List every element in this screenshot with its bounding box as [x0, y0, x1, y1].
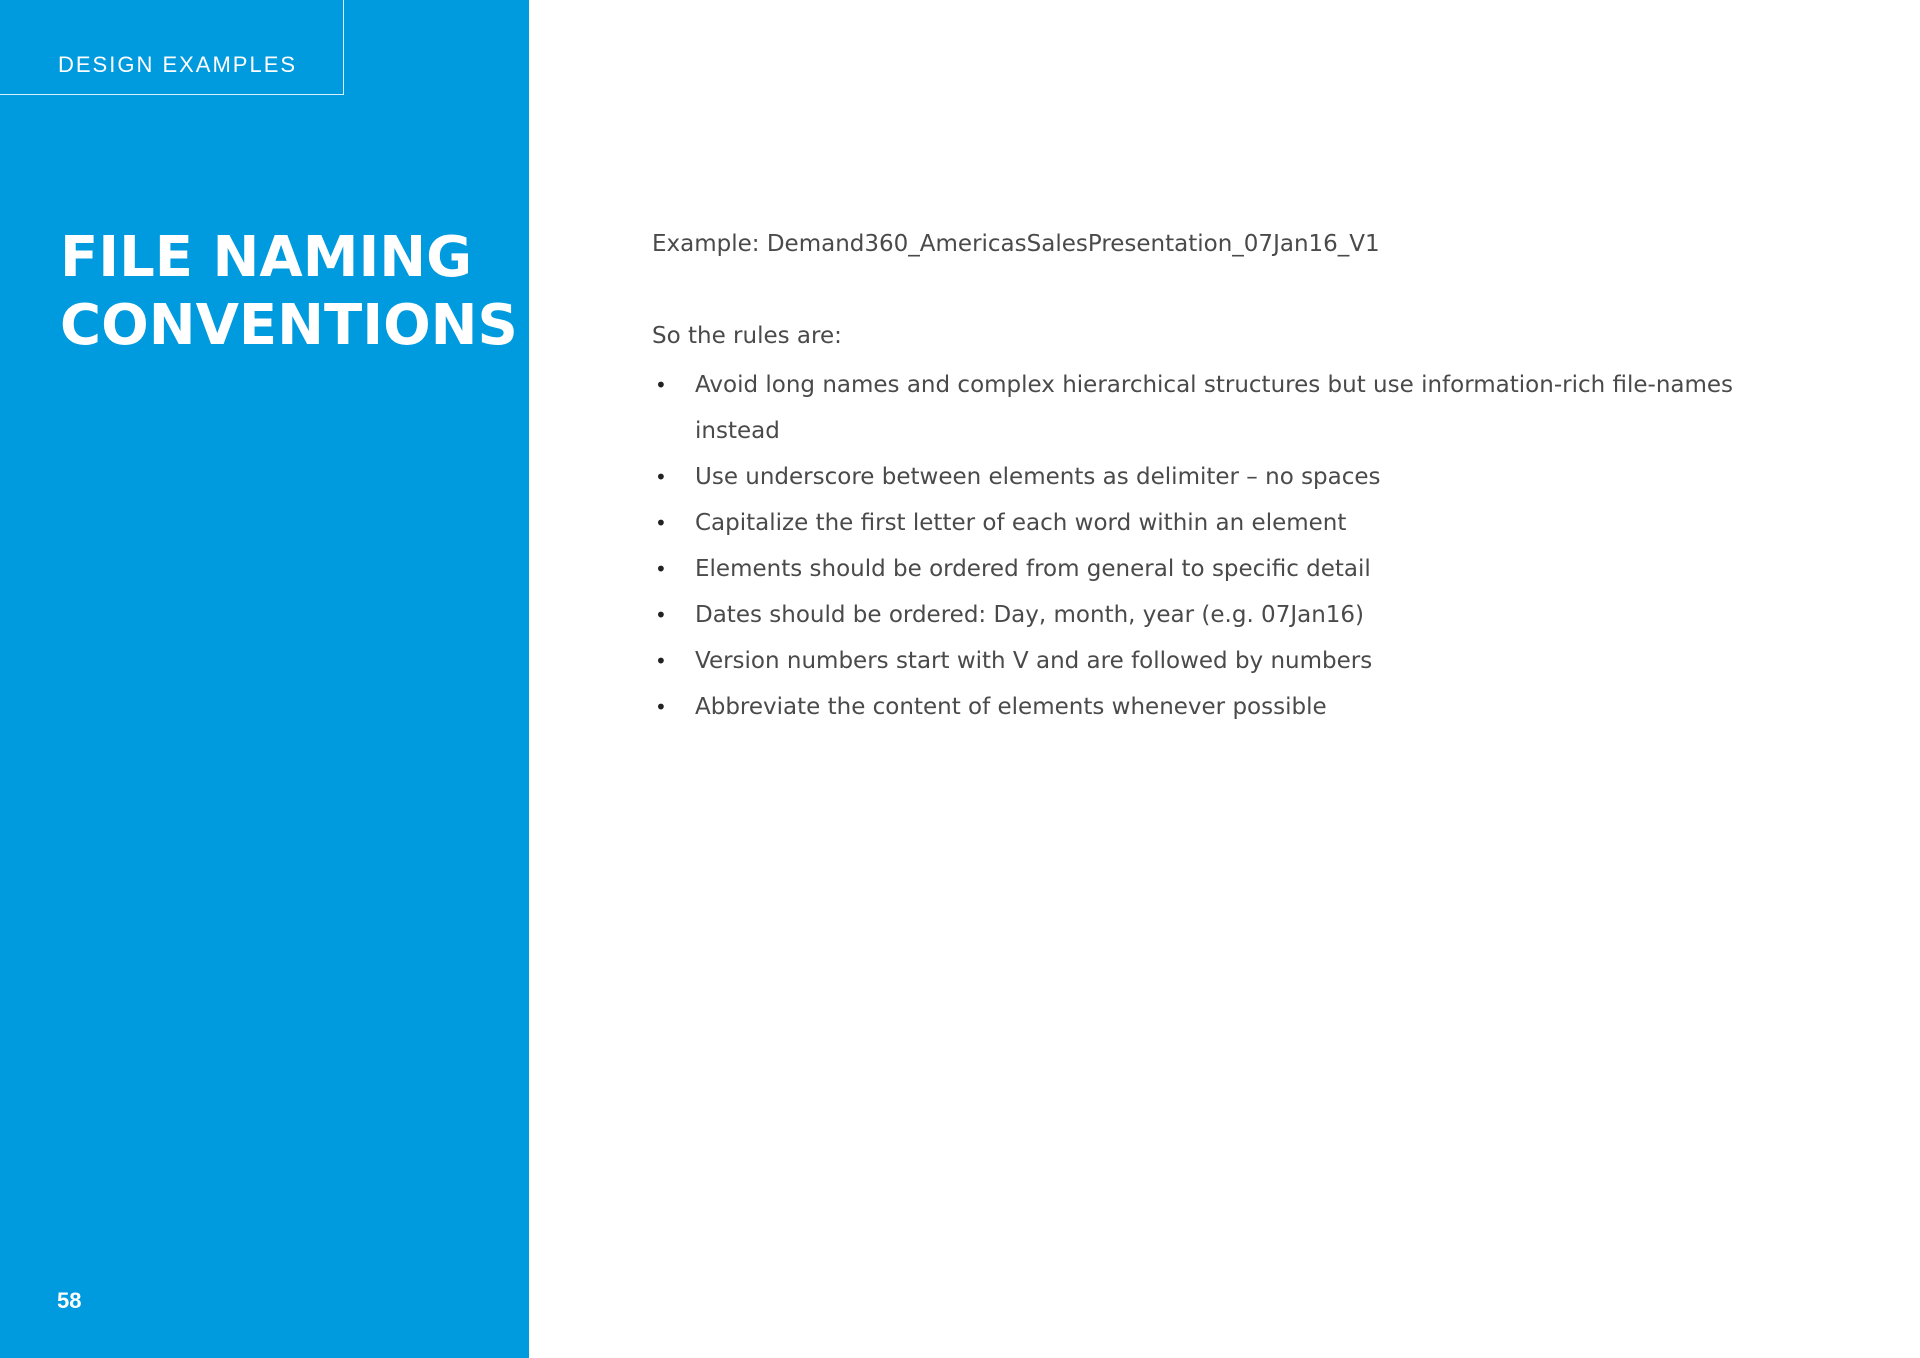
bullet-icon: •	[655, 695, 667, 719]
list-item	[652, 500, 1772, 546]
sidebar-panel	[0, 0, 529, 1358]
rule-text: Avoid long names and complex hierarchical structures but use information-rich file-names instead	[695, 372, 1734, 444]
example-filename: Example: Demand360_AmericasSalesPresentation_07Jan16_V1	[652, 231, 1380, 257]
list-item	[652, 454, 1772, 500]
list-item	[652, 684, 1772, 730]
list-item	[652, 546, 1772, 592]
rules-intro: So the rules are:	[652, 323, 842, 349]
bullet-icon: •	[655, 649, 667, 673]
page-title-line-1: FILE NAMING	[60, 225, 473, 290]
list-item	[652, 592, 1772, 638]
rule-text: Elements should be ordered from general to specific detail	[695, 556, 1371, 582]
rule-text: Version numbers start with V and are followed by numbers	[695, 648, 1373, 674]
rule-text: Use underscore between elements as delimiter – no spaces	[695, 464, 1381, 490]
list-item	[652, 638, 1772, 684]
content-area	[652, 224, 1772, 730]
page-number: 58	[57, 1288, 82, 1313]
section-label: DESIGN EXAMPLES	[58, 52, 298, 77]
rules-list	[652, 362, 1772, 730]
rule-text: Dates should be ordered: Day, month, year (e.g. 07Jan16)	[695, 602, 1365, 628]
bullet-icon: •	[655, 557, 667, 581]
page-title	[60, 224, 518, 360]
bullet-icon: •	[655, 465, 667, 489]
rule-text: Abbreviate the content of elements whenever possible	[695, 694, 1327, 720]
bullet-icon: •	[655, 511, 667, 535]
bullet-icon: •	[655, 373, 667, 397]
page-title-line-2: CONVENTIONS	[60, 293, 518, 358]
bullet-icon: •	[655, 603, 667, 627]
list-item	[652, 362, 1772, 454]
section-tab	[0, 0, 344, 95]
rule-text: Capitalize the first letter of each word within an element	[695, 510, 1347, 536]
